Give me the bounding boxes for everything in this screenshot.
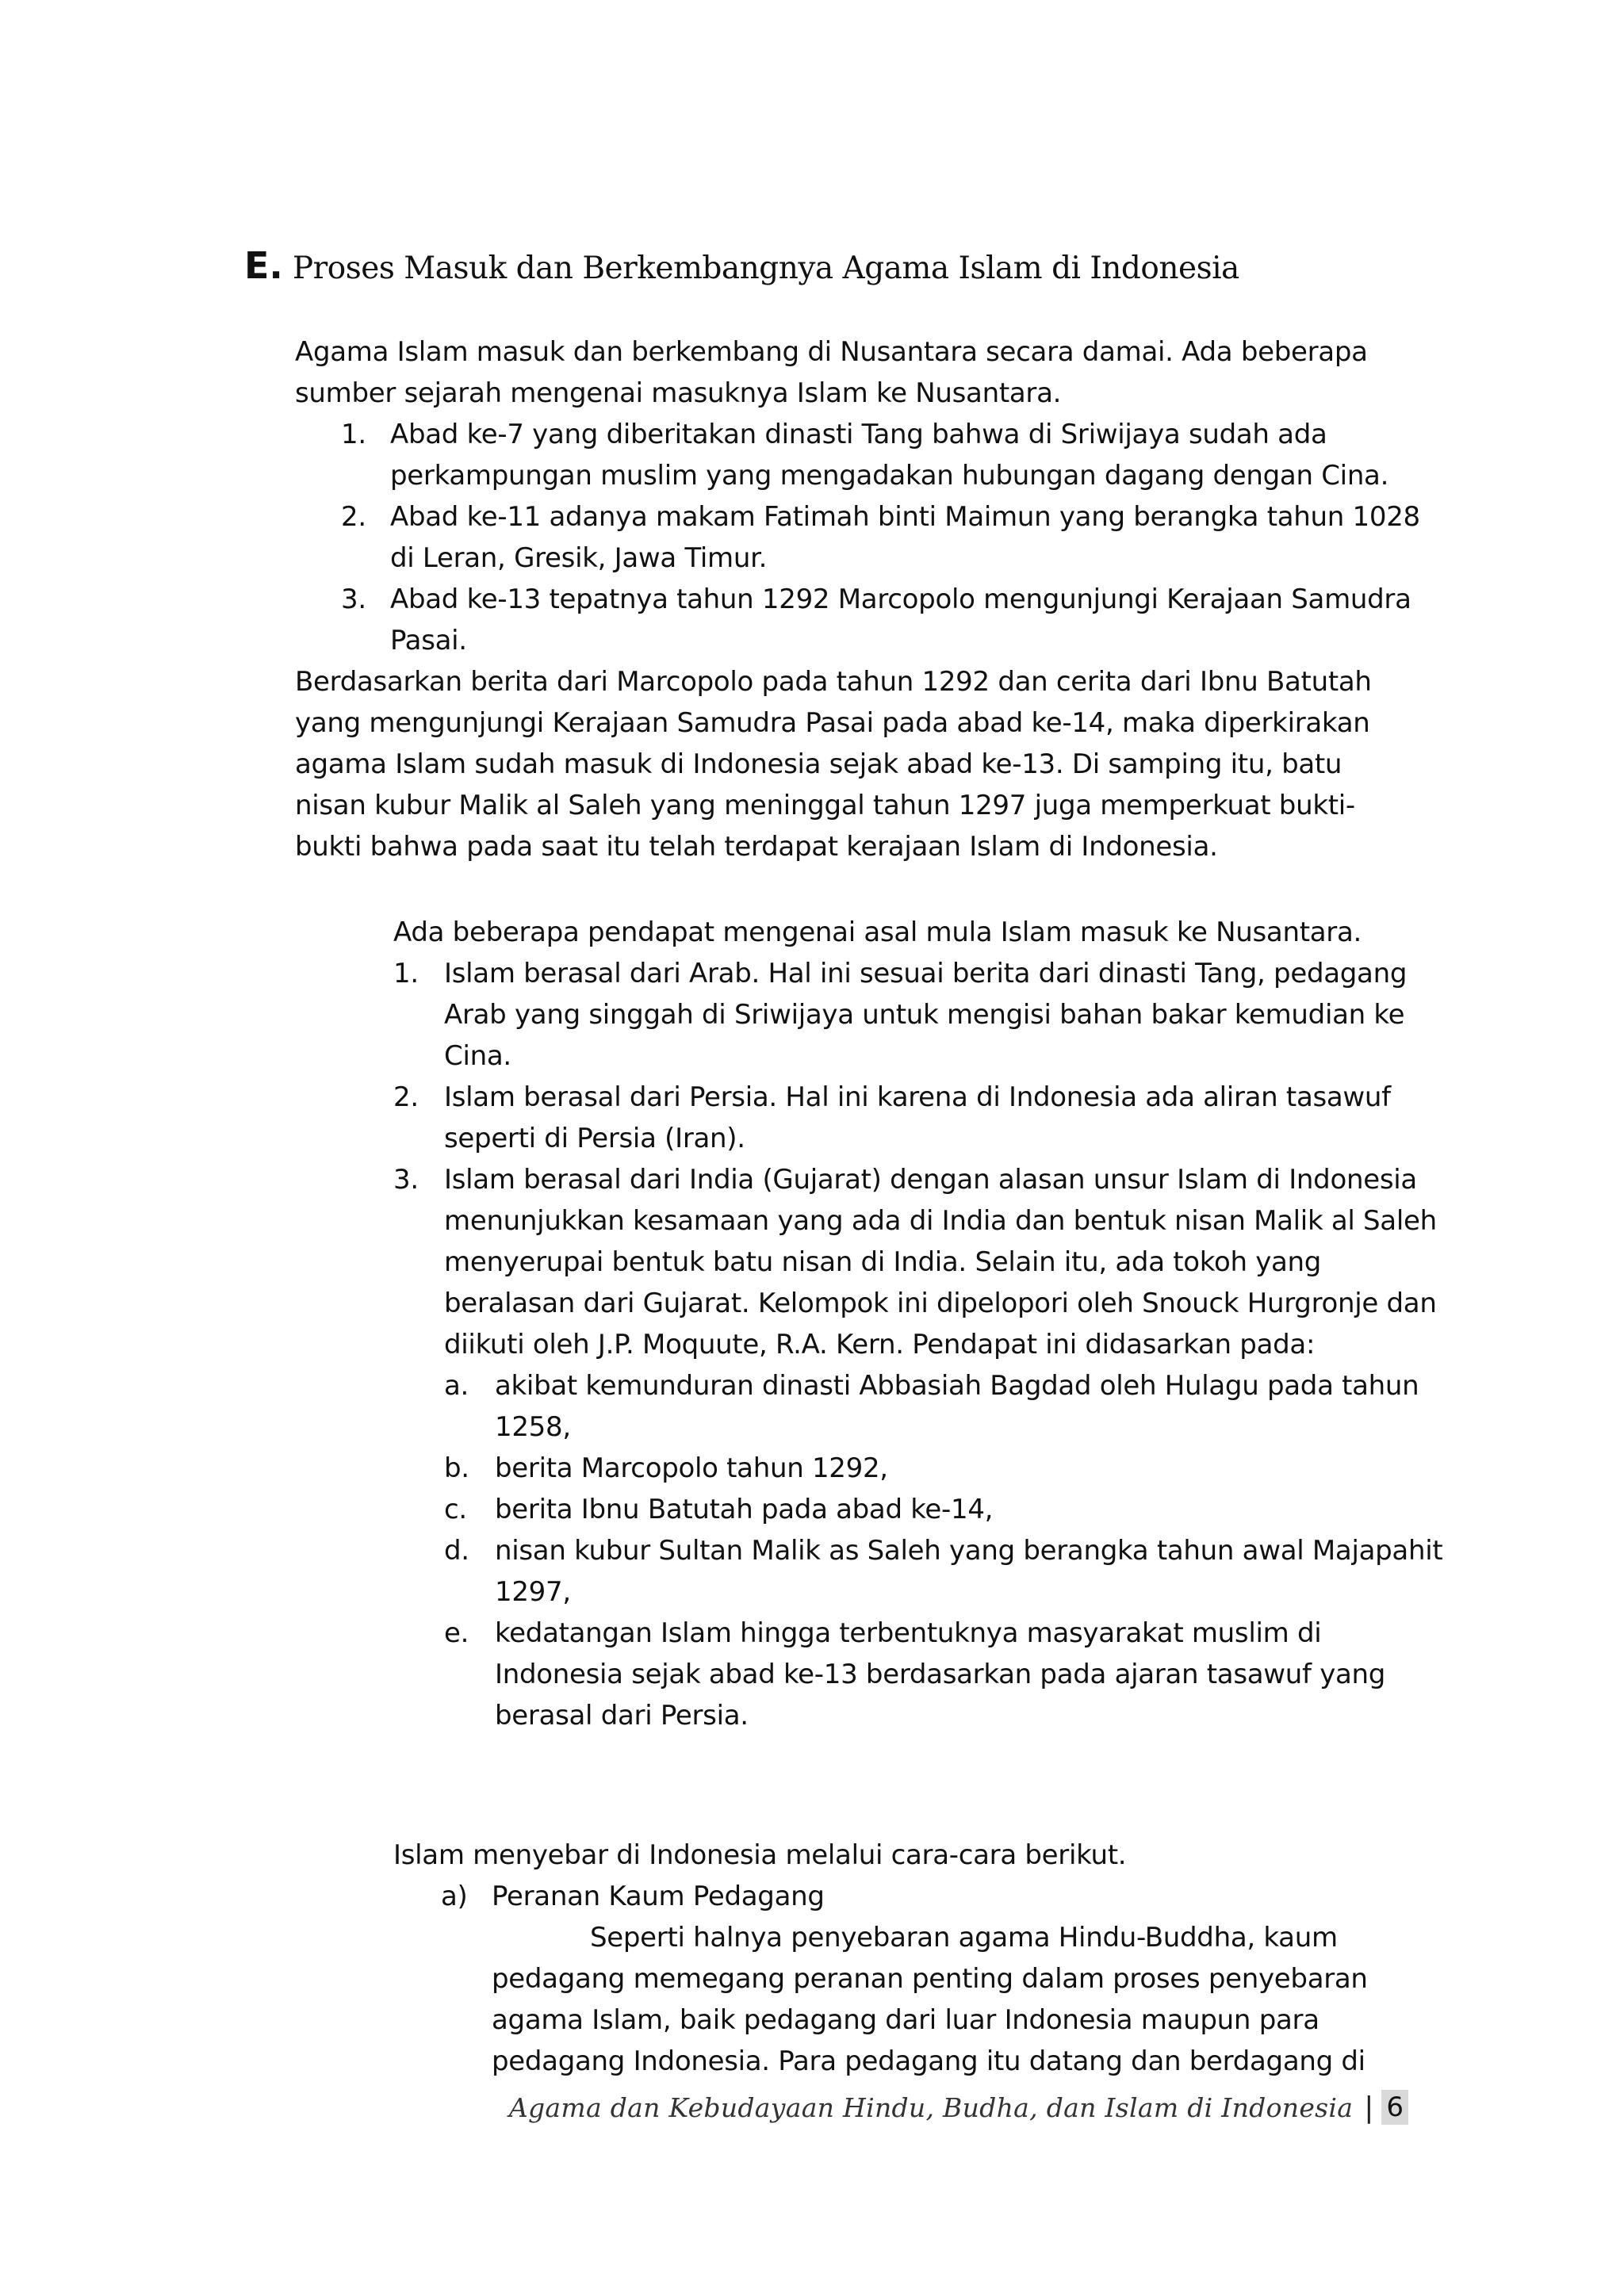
sub-list-letter: e.	[444, 1617, 469, 1649]
page-number: 6	[1381, 2090, 1408, 2125]
sub-list-text: kedatangan Islam hingga terbentuknya masyarakat muslim di Indonesia sejak abad ke-13 berdasarkan pada ajaran tasawuf yang berasal dari Persia.	[495, 1617, 1386, 1732]
origins-block	[393, 912, 1456, 1736]
list-number: 2.	[341, 501, 366, 533]
list-item	[393, 1159, 1456, 1736]
sources-list	[295, 414, 1421, 661]
list-text: Islam berasal dari Persia. Hal ini karena di Indonesia ada aliran tasawuf seperti di Persia (Iran).	[444, 1081, 1391, 1154]
list-item	[393, 953, 1456, 1077]
list-text: Abad ke-7 yang diberitakan dinasti Tang bahwa di Sriwijaya sudah ada perkampungan muslim yang mengadakan hubungan dagang dengan Cina.	[390, 419, 1389, 492]
list-item	[393, 1077, 1456, 1159]
sub-list-item	[444, 1365, 1456, 1448]
sources-intro: Agama Islam masuk dan berkembang di Nusantara secara damai. Ada beberapa sumber sejarah mengenai masuknya Islam ke Nusantara.	[295, 336, 1368, 409]
list-text: Islam berasal dari Arab. Hal ini sesuai berita dari dinasti Tang, pedagang Arab yang singgah di Sriwijaya untuk mengisi bahan bakar kemudian ke Cina.	[444, 958, 1408, 1072]
sub-list-text: berita Ibnu Batutah pada abad ke-14,	[495, 1494, 994, 1525]
sources-block	[295, 331, 1421, 867]
footer-separator: |	[1364, 2091, 1374, 2124]
gujarat-basis-list	[444, 1365, 1456, 1736]
origins-intro: Ada beberapa pendapat mengenai asal mula Islam masuk ke Nusantara.	[393, 916, 1362, 948]
sub-list-item	[444, 1613, 1456, 1736]
sub-list-letter: d.	[444, 1535, 469, 1567]
sub-list-item	[444, 1530, 1456, 1613]
list-item	[393, 1876, 1424, 2082]
list-text: Abad ke-13 tepatnya tahun 1292 Marcopolo mengunjungi Kerajaan Samudra Pasai.	[390, 584, 1411, 656]
list-number: 1.	[393, 958, 419, 989]
list-number: 2.	[393, 1081, 419, 1113]
sub-list-letter: a.	[444, 1370, 469, 1402]
section-letter: E.	[244, 244, 283, 287]
list-text: Islam berasal dari India (Gujarat) dengan alasan unsur Islam di Indonesia menunjukkan kesamaan yang ada di India dan bentuk nisan Malik al Saleh menyerupai bentuk batu nisan di India. Selain itu, ada tokoh yang beralasan dari Gujarat. Kelompok ini dipelopori oleh Snouck Hurgronje dan diikuti oleh J.P. Moquute, R.A. Kern. Pendapat ini didasarkan pada:	[444, 1164, 1437, 1360]
list-item	[295, 414, 1421, 496]
list-item-title: Peranan Kaum Pedagang	[492, 1881, 825, 1912]
sub-list-text: akibat kemunduran dinasti Abbasiah Bagdad oleh Hulagu pada tahun 1258,	[495, 1370, 1419, 1443]
list-number: 3.	[341, 584, 366, 615]
list-item	[295, 579, 1421, 661]
page-footer	[509, 2090, 1408, 2125]
section-heading	[244, 244, 1239, 287]
sub-list-item	[444, 1448, 1456, 1489]
sub-list-text: nisan kubur Sultan Malik as Saleh yang berangka tahun awal Majapahit 1297,	[495, 1535, 1443, 1608]
spread-list	[393, 1876, 1424, 2082]
origins-list	[393, 953, 1456, 1736]
list-item	[295, 496, 1421, 579]
spread-block	[393, 1835, 1424, 2082]
list-number: 3.	[393, 1164, 419, 1196]
sub-list-text: berita Marcopolo tahun 1292,	[495, 1452, 888, 1484]
sources-conclusion: Berdasarkan berita dari Marcopolo pada tahun 1292 dan cerita dari Ibnu Batutah yang mengunjungi Kerajaan Samudra Pasai pada abad ke-14, maka diperkirakan agama Islam sudah masuk di Indonesia sejak abad ke-13. Di samping itu, batu nisan kubur Malik al Saleh yang meninggal tahun 1297 juga memperkuat bukti-bukti bahwa pada saat itu telah terdapat kerajaan Islam di Indonesia.	[295, 666, 1372, 863]
sub-list-letter: c.	[444, 1494, 467, 1525]
list-number: 1.	[341, 419, 366, 450]
footer-title: Agama dan Kebudayaan Hindu, Budha, dan Islam di Indonesia	[508, 2091, 1354, 2123]
sub-list-item	[444, 1489, 1456, 1530]
list-text: Abad ke-11 adanya makam Fatimah binti Maimun yang berangka tahun 1028 di Leran, Gresik, Jawa Timur.	[390, 501, 1420, 574]
list-item-text: Seperti halnya penyebaran agama Hindu-Buddha, kaum pedagang memegang peranan penting dalam proses penyebaran agama Islam, baik pedagang dari luar Indonesia maupun para pedagang Indonesia. Para pedagang itu datang dan berdagang di	[492, 1922, 1368, 2077]
spread-intro: Islam menyebar di Indonesia melalui cara-cara berikut.	[393, 1839, 1127, 1871]
sub-list-letter: b.	[444, 1452, 469, 1484]
section-title: Proses Masuk dan Berkembangnya Agama Islam di Indonesia	[292, 251, 1239, 286]
list-letter: a)	[441, 1881, 468, 1912]
